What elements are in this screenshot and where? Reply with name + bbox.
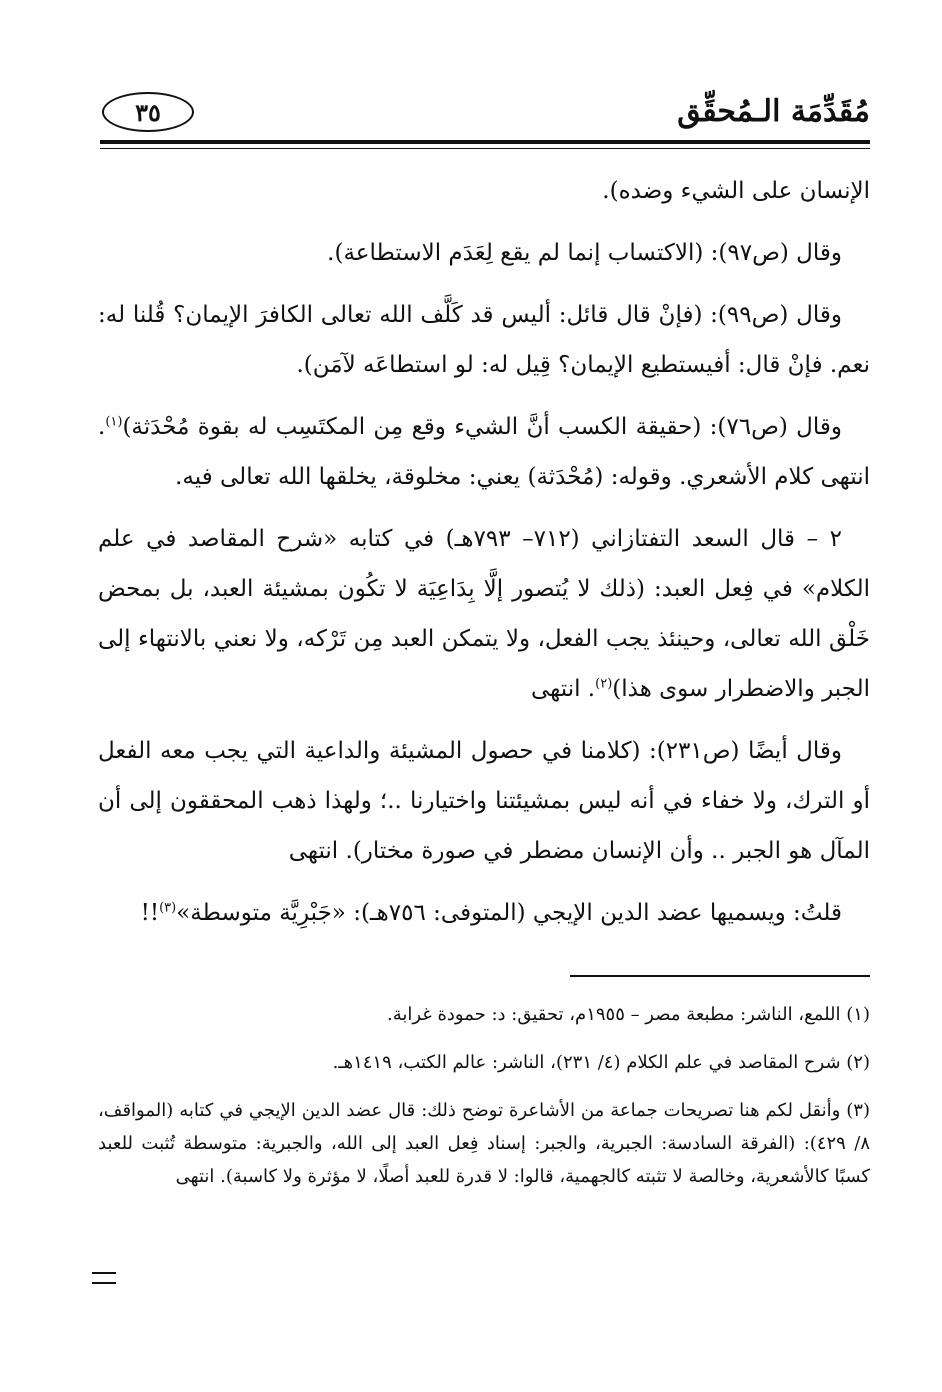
footnote-ref-1[interactable]: (١) [105, 414, 123, 430]
footnote-3: (٣) وأنقل لكم هنا تصريحات جماعة من الأشاعرة توضح ذلك: قال عضد الدين الإيجي في كتابه (المواقف، ٨/ ٤٢٩): (الفرقة السادسة: الجبرية، والجبر: إسناد فِعل العبد إلى الله، والجبرية: متوسطة تُثبت للعبد كسبًا كالأشعرية، وخالصة لا تثبته كالجهمية، قالوا: لا قدرة للعبد أصلًا، لا مؤثرة ولا كاسبة). انتهى [98, 1100, 870, 1187]
footnote-ref-3[interactable]: (٣) [159, 900, 177, 916]
footnote-ref-2[interactable]: (٢) [595, 676, 613, 692]
paragraph-3: وقال (ص٩٩): (فإنْ قال قائل: أليس قد كَلَّف الله تعالى الكافرَ الإيمان؟ قُلنا له: نعم. فإنْ قال: أفيستطيع الإيمان؟ قِيل له: لو استطاعَه لآمَن). [98, 302, 870, 378]
paragraph-4-text: وقال (ص٧٦): (حقيقة الكسب أنَّ الشيء وقع مِن المكتَسِب له بقوة مُحْدَثة) [122, 414, 842, 440]
continuation-mark [92, 1272, 116, 1284]
paragraph-5-rest: . انتهى [530, 676, 596, 702]
paragraph-2: وقال (ص٩٧): (الاكتساب إنما لم يقع لِعَدَم الاستطاعة). [327, 240, 842, 266]
header-rule-thin [100, 148, 870, 149]
paragraph-1: الإنسان على الشيء وضده). [602, 178, 870, 204]
page-header [100, 88, 870, 146]
footnotes [98, 998, 870, 1208]
paragraph-6: وقال أيضًا (ص٢٣١): (كلامنا في حصول المشيئة والداعية التي يجب معه الفعل أو الترك، ولا خفاء في أنه ليس بمشيئتنا واختيارنا ..؛ ولهذا ذهب المحققون إلى أن المآل هو الجبر .. وأن الإنسان مضطر في صورة مختار). انتهى [98, 738, 870, 864]
paragraph-7 [98, 888, 870, 938]
page-number: ٣٥ [102, 92, 194, 132]
footnote-separator [570, 975, 870, 977]
footnote-1: (١) اللمع، الناشر: مطبعة مصر – ١٩٥٥م، تحقيق: د: حمودة غرابة. [387, 1004, 870, 1025]
paragraph-5 [98, 514, 870, 714]
paragraph-4-rest: . انتهى كلام الأشعري. وقوله: (مُحْدَثة) يعني: مخلوقة، يخلقها الله تعالى فيه. [98, 414, 870, 490]
footnote-2: (٢) شرح المقاصد في علم الكلام (٤/ ٢٣١)، الناشر: عالم الكتب، ١٤١٩هـ. [332, 1052, 870, 1073]
header-rule-thick [100, 140, 870, 144]
main-text [98, 166, 870, 950]
paragraph-7-rest: !! [140, 900, 160, 926]
paragraph-7-text: قلتُ: ويسميها عضد الدين الإيجي (المتوفى: ٧٥٦هـ): «جَبْرِيَّة متوسطة» [176, 900, 842, 926]
paragraph-5-text: ٢ – قال السعد التفتازاني (٧١٢– ٧٩٣هـ) في كتابه «شرح المقاصد في علم الكلام» في فِعل العبد: (ذلك لا يُتصور إلَّا بِدَاعِيَة لا تكُون بمشيئة العبد، بل بمحض خَلْق الله تعالى، وحينئذ يجب الفعل، ولا يتمكن العبد مِن تَرْكه، ولا نعني بالانتهاء إلى الجبر والاضطرار سوى هذا) [98, 526, 870, 702]
paragraph-4 [98, 402, 870, 502]
chapter-title: مُقَدِّمَة الـمُحقِّق [677, 94, 870, 129]
